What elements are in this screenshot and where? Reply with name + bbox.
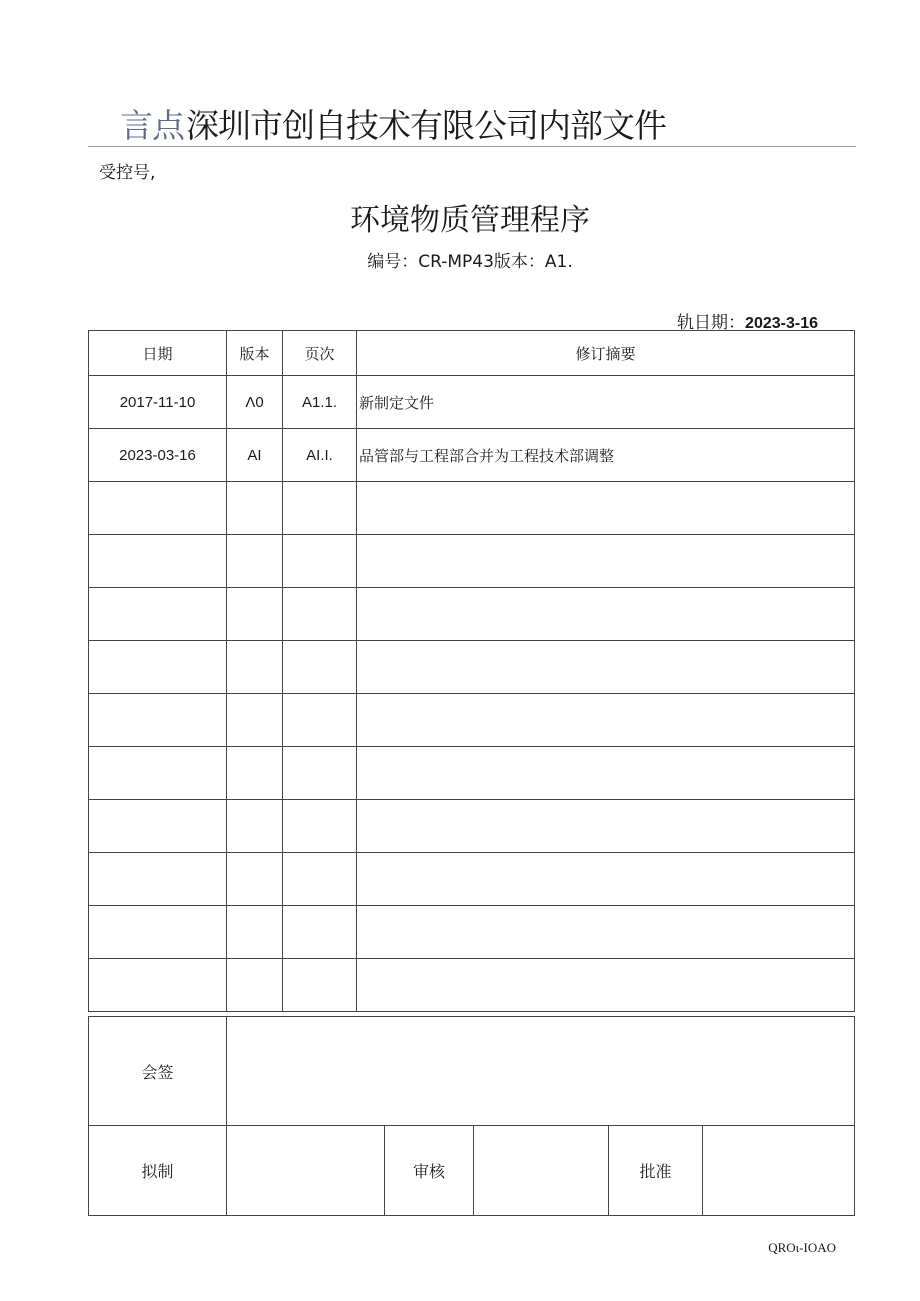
revision-version-cell: [227, 535, 283, 588]
revision-date-cell: [89, 482, 227, 535]
reviewed-label: 审核: [385, 1126, 474, 1216]
revision-summary-cell: [357, 588, 855, 641]
revision-summary-cell: [357, 694, 855, 747]
revision-page-cell: [283, 482, 357, 535]
revision-page-cell: [283, 959, 357, 1012]
control-number-label: 受控号,: [99, 163, 156, 183]
revision-summary-cell: 品管部与工程部合并为工程技术部调整: [357, 429, 855, 482]
revision-row: [89, 588, 855, 641]
revision-page-cell: [283, 641, 357, 694]
revision-date-cell: 2023-03-16: [89, 429, 227, 482]
revision-row: [89, 800, 855, 853]
revision-version-cell: AI: [227, 429, 283, 482]
revision-page-cell: [283, 853, 357, 906]
document-title: 环境物质管理程序: [350, 203, 590, 238]
revision-version-cell: [227, 959, 283, 1012]
revision-summary-cell: [357, 641, 855, 694]
revision-page-cell: [283, 588, 357, 641]
approval-row: [89, 1126, 855, 1216]
header-page: 页次: [283, 331, 357, 376]
approved-label: 批准: [609, 1126, 703, 1216]
form-code: QROι-IOAO: [768, 1240, 836, 1255]
revision-date-cell: [89, 959, 227, 1012]
revision-date-cell: 2017-11-10: [89, 376, 227, 429]
company-header: [120, 100, 666, 147]
revision-page-cell: [283, 747, 357, 800]
revision-row: [89, 376, 855, 429]
revision-row: [89, 482, 855, 535]
revision-version-cell: [227, 747, 283, 800]
revision-page-cell: [283, 694, 357, 747]
revision-row: [89, 429, 855, 482]
header-version: 版本: [227, 331, 283, 376]
revision-page-cell: A1.1.: [283, 376, 357, 429]
revision-summary-cell: [357, 482, 855, 535]
revision-page-cell: [283, 800, 357, 853]
revision-page-cell: [283, 535, 357, 588]
header-date: 日期: [89, 331, 227, 376]
revision-version-cell: [227, 641, 283, 694]
revision-row: [89, 906, 855, 959]
revision-version-cell: [227, 588, 283, 641]
revision-version-cell: [227, 800, 283, 853]
revision-page-cell: AI.I.: [283, 429, 357, 482]
effective-date-label: 轨日期：: [677, 313, 746, 333]
revision-date-cell: [89, 694, 227, 747]
revision-summary-cell: [357, 906, 855, 959]
revision-date-cell: [89, 535, 227, 588]
approved-field[interactable]: [703, 1126, 855, 1216]
revision-summary-cell: [357, 800, 855, 853]
countersign-row: [89, 1017, 855, 1126]
revision-row: [89, 641, 855, 694]
revision-date-cell: [89, 641, 227, 694]
revision-version-cell: [227, 482, 283, 535]
countersign-field[interactable]: [227, 1017, 855, 1126]
revision-date-cell: [89, 853, 227, 906]
revision-summary-cell: [357, 535, 855, 588]
revision-row: [89, 694, 855, 747]
revision-summary-cell: [357, 853, 855, 906]
revision-date-cell: [89, 588, 227, 641]
reviewed-field[interactable]: [474, 1126, 609, 1216]
revision-table: [88, 330, 855, 1012]
revision-row: [89, 959, 855, 1012]
revision-summary-cell: [357, 747, 855, 800]
revision-version-cell: Λ0: [227, 376, 283, 429]
revision-summary-cell: 新制定文件: [357, 376, 855, 429]
company-logo-text: 言点: [120, 106, 184, 145]
revision-row: [89, 853, 855, 906]
revision-version-cell: [227, 694, 283, 747]
revision-version-cell: [227, 853, 283, 906]
revision-version-cell: [227, 906, 283, 959]
signoff-table: [88, 1016, 855, 1216]
header-divider: [88, 146, 856, 147]
revision-row: [89, 535, 855, 588]
revision-row: [89, 747, 855, 800]
revision-date-cell: [89, 747, 227, 800]
countersign-label: 会签: [89, 1017, 227, 1126]
document-number-line: 编号：CR-MP43版本：A1.: [367, 252, 573, 272]
header-summary: 修订摘要: [357, 331, 855, 376]
revision-page-cell: [283, 906, 357, 959]
revision-date-cell: [89, 800, 227, 853]
effective-date-value: 2023-3-16: [745, 315, 818, 332]
revision-summary-cell: [357, 959, 855, 1012]
prepared-label: 拟制: [89, 1126, 227, 1216]
revision-header-row: [89, 331, 855, 376]
company-line: 深圳市创自技术有限公司内部文件: [186, 106, 666, 145]
revision-date-cell: [89, 906, 227, 959]
prepared-field[interactable]: [227, 1126, 385, 1216]
